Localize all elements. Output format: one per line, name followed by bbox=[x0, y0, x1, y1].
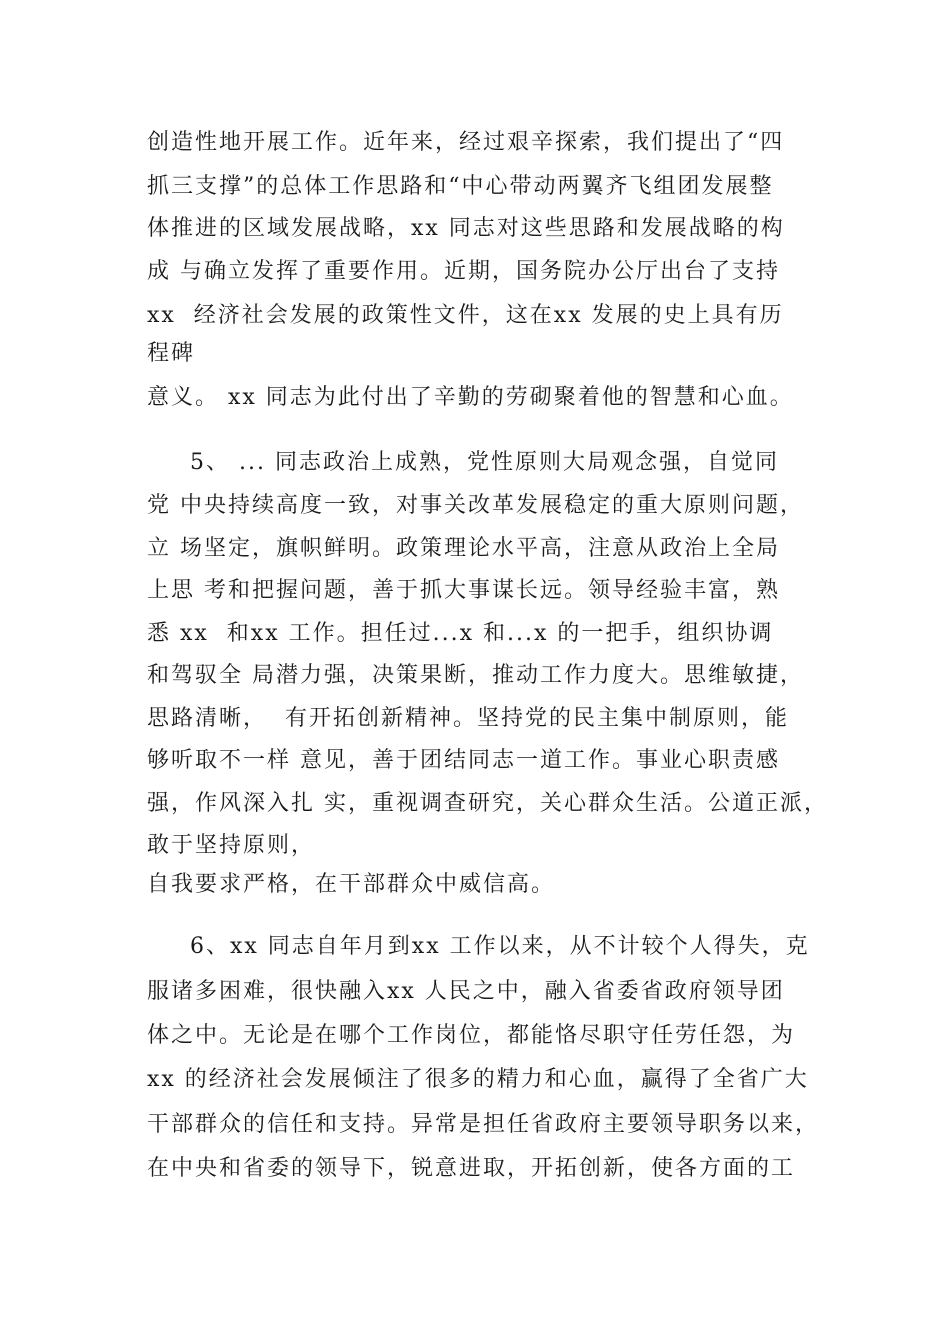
text-line: 体之中。无论是在哪个工作岗位，都能恪尽职守任劳任怨，为 bbox=[147, 1023, 796, 1048]
text-line: 悉 xx 和xx 工作。担任过...x 和...x 的一把手，组织协调 bbox=[147, 621, 774, 646]
text-line: 够听取不一样 意见，善于团结同志一道工作。事业心职责感 bbox=[147, 748, 780, 773]
text-line: 体推进的区域发展战略，xx 同志对这些思路和发展战略的构 bbox=[147, 216, 785, 241]
paragraph-6-start: 6、xx 同志自年月到xx 工作以来，从不计较个人得失，克 bbox=[190, 934, 810, 959]
text-line: 抓三支撑”的总体工作思路和“中心带动两翼齐飞组团发展整 bbox=[147, 174, 774, 199]
text-line: 立 场坚定，旗帜鲜明。政策理论水平高，注意从政治上全局 bbox=[147, 536, 780, 561]
text-line: 自我要求严格，在干部群众中威信高。 bbox=[147, 872, 556, 897]
text-line: 敢于坚持原则， bbox=[147, 833, 316, 858]
text-line: 程碑 bbox=[147, 341, 196, 366]
text-line: xx 的经济社会发展倾注了很多的精力和心血，赢得了全省广大 bbox=[147, 1067, 809, 1092]
text-line: 服诸多困难，很快融入xx 人民之中，融入省委省政府领导团 bbox=[147, 979, 785, 1004]
text-line: 成 与确立发挥了重要作用。近期，国务院办公厅出台了支持 bbox=[147, 259, 780, 284]
text-line: 上思 考和把握问题，善于抓大事谋长远。领导经验丰富，熟 bbox=[147, 578, 780, 603]
text-line: 党 中央持续高度一致，对事关改革发展稳定的重大原则问题， bbox=[147, 493, 804, 518]
text-line: 意义。 xx 同志为此付出了辛勤的劳砌聚着他的智慧和心血。 bbox=[147, 385, 794, 410]
text-line: 在中央和省委的领导下，锐意进取，开拓创新，使各方面的工 bbox=[147, 1156, 796, 1181]
text-line: 强，作风深入扎 实，重视调查研究，关心群众生活。公道正派， bbox=[147, 791, 828, 816]
text-line: 创造性地开展工作。近年来，经过艰辛探索，我们提出了“四 bbox=[147, 130, 785, 155]
text-line: 干部群众的信任和支持。异常是担任省政府主要领导职务以来， bbox=[147, 1112, 820, 1137]
paragraph-5-start: 5、 ... 同志政治上成熟，党性原则大局观念强，自觉同 bbox=[190, 450, 779, 475]
text-line: 思路清晰， 有开拓创新精神。坚持党的民主集中制原则，能 bbox=[147, 706, 789, 731]
text-line: xx 经济社会发展的政策性文件，这在xx 发展的史上具有历 bbox=[147, 303, 784, 328]
text-line: 和驾驭全 局潜力强，决策果断，推动工作力度大。思维敏捷， bbox=[147, 663, 804, 688]
